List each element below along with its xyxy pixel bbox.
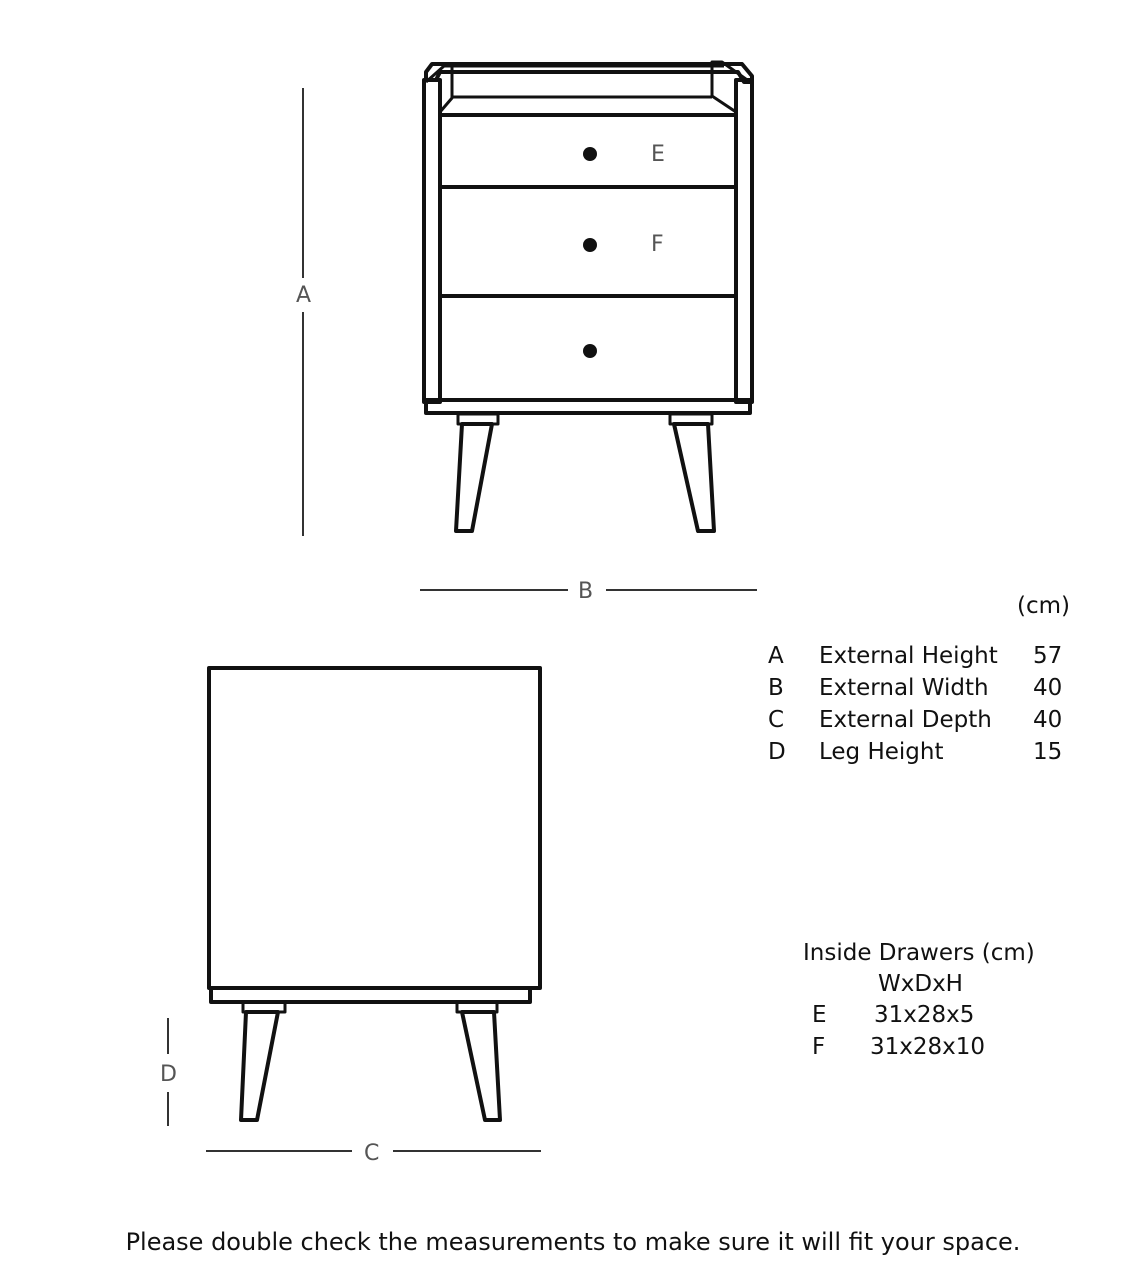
side-base-plinth <box>211 988 530 1002</box>
side-right-leg <box>462 1012 500 1120</box>
measurement-name: External Height <box>819 643 998 669</box>
right-side-panel <box>736 80 752 402</box>
measurement-code: B <box>768 675 784 701</box>
measurement-name: External Width <box>819 675 989 701</box>
drawer-label-e: E <box>651 142 665 167</box>
footer-note: Please double check the measurements to make sure it will fit your space. <box>125 1228 1021 1256</box>
inside-drawers-title: Inside Drawers (cm) <box>803 940 1035 966</box>
measurement-value: 40 <box>1033 675 1063 701</box>
inside-drawer-value: 31x28x5 <box>874 1002 975 1028</box>
left-leg <box>456 424 492 531</box>
measurement-value: 15 <box>1033 739 1063 765</box>
left-side-panel <box>424 80 440 402</box>
unit-label: (cm) <box>1017 593 1070 619</box>
base-plinth <box>426 400 750 413</box>
measurement-code: A <box>768 643 784 669</box>
inside-drawers-subtitle: WxDxH <box>878 971 963 997</box>
height-dimension-label: A <box>296 283 312 308</box>
inside-drawer-value: 31x28x10 <box>870 1034 986 1060</box>
width-dimension-label: B <box>578 579 594 604</box>
inside-drawer-code: E <box>812 1002 827 1028</box>
side-panel <box>209 668 540 988</box>
leg-height-dimension-label: D <box>160 1062 177 1087</box>
measurement-name: Leg Height <box>819 739 944 765</box>
drawer-knob-3 <box>583 344 597 358</box>
measurement-value: 57 <box>1033 643 1063 669</box>
drawer-label-f: F <box>651 232 664 257</box>
measurement-value: 40 <box>1033 707 1063 733</box>
drawer-knob-2 <box>583 238 597 252</box>
drawer-knob-1 <box>583 147 597 161</box>
side-view <box>209 668 540 1120</box>
measurement-name: External Depth <box>819 707 992 733</box>
side-left-leg <box>241 1012 278 1120</box>
inside-drawer-code: F <box>812 1034 826 1060</box>
measurement-code: C <box>768 707 785 733</box>
front-view <box>424 62 752 531</box>
depth-dimension-label: C <box>364 1141 380 1166</box>
measurement-code: D <box>768 739 786 765</box>
right-leg <box>674 424 714 531</box>
